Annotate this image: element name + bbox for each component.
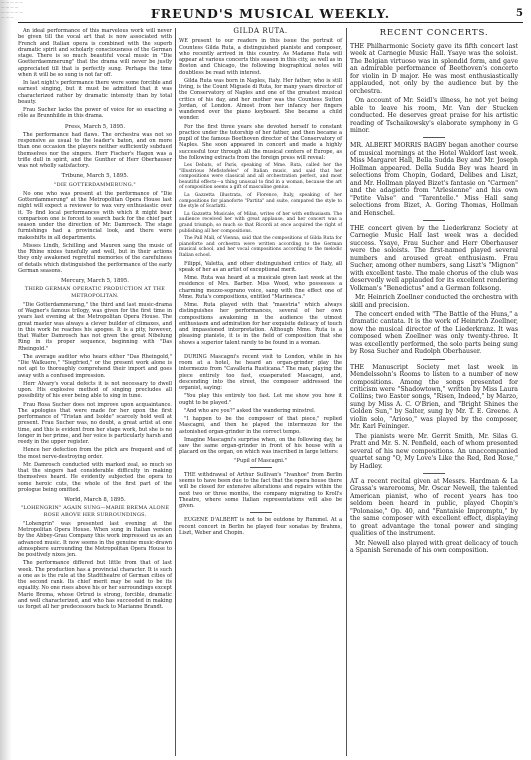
paragraph: Frau Rosa Sucher does not improve upon acquaintance. The apologies that were made for her upon the first performance of "Tristan and Isolde" scarcely hold well at present. Frau Sucher was, no doubt, a great artist at one time, and this is evident from her stage work, but she is no longer in her prime, and her voice is particularly harsh and reedy in the upper register.: [18, 401, 172, 445]
separator: [250, 349, 272, 350]
press-quote: The Pall Mall, of Vienna, said that the compositions of Gilda Ruta for pianoforte and orchestra were written according to the German musical school, and her vocal compositions according to the melodic Italian school.: [179, 236, 342, 258]
paragraph: THE Manuscript Society met last week in Mendelssohn's Rooms to listen to a number of new compositions. Among the songs presented for criticism were "Shadowtown," written by Miss Laura Collins; two Easter songs, "Risen, Indeed," by Marzo, sung by Miss A. C. O'Brien, and "Bright Shines the Golden Sun," by Salter, sung by Mr. T. E. Greene. A violin solo, "Arioso," was played by the composer, Mr. Karl Feininger.: [350, 363, 518, 431]
paragraph: Misses Lindh, Schilling and Mauren sang the music of the Rhine nixies tunefully and well, but in their actions they only awakened regretful memories of the carefulness of details which distinguished the performance of the early German seasons.: [18, 242, 172, 274]
paragraph: Hence her defection from the pitch are frequent and of the most nerve-destroying order.: [18, 447, 172, 460]
separator: [423, 137, 445, 138]
paragraph: Mr. Newell also played with great delicacy of touch a Spanish Serenade of his own composition.: [350, 539, 518, 555]
section-subheading: THIRD GERMAN OPERATIC PRODUCTION AT THE METROPOLITAN.: [24, 286, 166, 299]
article-title: GILDA RUTA.: [233, 27, 288, 35]
column-gilda-ruta: [179, 28, 342, 756]
paragraph: MR. ALBERT MORRIS BAGBY began another course of musical mornings at the Hotel Waldorf last week. Miss Margaret Hall, Bella Sudda Bey and Mr. Joseph Hollman appeared. Della Sudda Bey was heard in selections from Chopin, Godard, Delibes and Liszt, and Mr. Hollman played Bizet's fantasie on "Carmen" and the adagietto from "Arlesienne" and his own "Petite Valse" and "Tarentelle." Miss Hall sang selections from Bizet, A. Goring Thomas, Hollman and Henschel.: [350, 142, 518, 217]
paragraph: WE present to our readers in this issue the portrait of Countess Gilda Ruta, a distinguished pianiste and composer, who recently arrived in this country. As Madame Ruta will appear at various concerts this season in this city, as well as in Boston and Chicago, the following biographical notes will doubtless be read with interest.: [179, 38, 342, 76]
paragraph: Gilda Ruta was born in Naples, Italy. Her father, who is still living, is the Count Miguele di Ruta, for many years director of the Conservatory of Naples and one of the greatest musical critics of his day, and her mother was the Countess Sutton Jordan, of London. Almost from her infancy her fingers wandered over the piano keyboard. She became a child wonder.: [179, 77, 342, 122]
column-rule: [175, 28, 176, 756]
paragraph: Mme. Ruta played with that "maestria" which always distinguishes her performances, several of her own compositions awakening in the audience the utmost enthusiasm and admiration for her exquisite delicacy of touch and impassioned interpretation. Although Mme. Ruta is a pleasing pianiste, it is in the field of composition that she shows a superior talent rarely to be found in a woman.: [179, 302, 342, 346]
paragraph: Filippi, Valetta, and other distinguished critics of Italy, all speak of her as an artist of exceptional merit.: [179, 260, 342, 273]
paragraph: Mr. Damrosch conducted with marked zeal, so much so that the singers had considerable difficulty in making themselves heard. He evidently subjected the opera to some heroic cuts, the whole of the first part of the prologue being omitted.: [18, 461, 172, 493]
paragraph: "Die Gotterdammerung," the third and last music-drama of Wagner's famous trilogy, was given for the first time in years last evening at the Metropolitan Opera House. The great master was always a clever builder of climaxes, and in this work he reaches his apogee. It is a pity, however, that Walter Damrosch has not given the great Nibelung Ring in its proper sequence, beginning with "Das Rheingold.": [18, 301, 172, 352]
section-heading-mercury: Mercury, March 5, 1895.: [61, 278, 129, 284]
paragraph: "You play this entirely too fast. Let me show you how it ought to be played.": [179, 393, 342, 406]
facing-page-edge: — — — — — — — — — — — — — — — — —: [0, 0, 12, 760]
press-quote: La Gazzetta Illustrata, of Florence, Italy, speaking of her compositions for pianoforte "Partita" and suite, compared the style to the style of Scarlatti.: [179, 192, 342, 210]
separator: [423, 359, 445, 360]
paragraph: "Lohengrin" was presented last evening at the Metropolitan Opera House. When sung in Italian version by the Abbey-Grau Company this work impressed us as an advanced music. It now seems in the genuine music-drawn atmosphere surrounding the Metropolitan Opera House to be positively nixes jen.: [18, 520, 172, 558]
section-subheading: "LOHENGRIN" AGAIN SUNG—MARIE BREMA ALONE ROSE ABOVE HER SURROUNDINGS.: [20, 505, 170, 518]
paragraph: Mme. Ruta was heard at a musicale given last week at the residence of Mrs. Barber. Miss Wood, who possesses a charming mezzo-soprano voice, sang with fine effect one of Mme. Ruta's compositions, entitled "Marinesca.": [179, 275, 342, 300]
paragraph: "I happen to be the composer of that piece," replied Mascagni, and then he played the intermezzo for the astonished organ-grinder in the correct tempo.: [179, 416, 342, 435]
paragraph: In last night's performance there were some forcible and earnest singing, but it must be admitted that it was characterized rather by dramatic intensity than by total beauty.: [18, 80, 172, 105]
column-rule: [346, 28, 347, 756]
separator: [423, 220, 445, 221]
masthead: [18, 4, 523, 23]
paragraph: "Pupil of Mascagni.": [234, 457, 287, 464]
page-number: 5: [516, 7, 523, 19]
paragraph: The performance had flaws. The orchestra was not so responsive as usual to the leader's baton, and on more than one occasion the players neither sufficiently subdued themselves nor the singers. Herr Fischer's Hagen was a trifle dull in spirit, and the Gunther of Herr Oberhauser was not wholly satisfactory.: [18, 131, 172, 169]
article-title: RECENT CONCERTS.: [379, 28, 489, 38]
paragraph: An ideal performance of this marvelous work will never be given till the vocal art that is now associated with French and Italian opera is combined with the superb dramatic spirit and scholarly consciousness of the German stage. There is so much beautiful vocal music in "Die Goetterdaemmerung" that the drama will never be justly appreciated till that is perfectly sung. Perhaps the time when it will be so sung is not far off.: [18, 28, 172, 78]
paragraph: THE withdrawal of Arthur Sullivan's "Ivanhoe" from Berlin seems to have been due to the fact that the opera house there will be closed for extensive alterations and repairs within the next two or three months, the company migrating to Kroll's Theatre, where some Italian representations will also be given.: [179, 471, 342, 509]
press-quote: La Gazzetta Musicale, of Milan, writes of her with enthusiasm. The audience received her with great applause, and her concert was a grand triumph, so much so that Ricordi at once acquired the right of publishing all her compositions.: [179, 211, 342, 234]
paragraph: The pianists were Mr. Gerrit Smith, Mr. Silas G. Pratt and Mr. S. N. Penfield, each of whom presented several of his new compositions. An unaccompanied quartet sang "O, My Love's Like the Red, Red Rose," by Hadley.: [350, 432, 518, 470]
column-reviews: [18, 28, 172, 756]
publication-title: FREUND'S MUSICAL WEEKLY.: [150, 5, 391, 21]
paragraph: The concert ended with "The Battle of the Huns," a dramatic cantata. It is the work of Heinrich Zoellner, now the musical director of the Liederkranz. It was composed when Zoellner was only twenty-three. It was excellently performed, the solo parts being sung by Rosa Sucher and Rudolph Oberhauser.: [350, 310, 518, 356]
paragraph: AT a recent recital given at Messrs. Hardman & La Grassa's warerooms, Mr. Oscar Newell, the talented American pianist, who of recent years has too seldom been heard in public, played Chopin's "Polonaise," Op. 40, and "Fantaisie Impromptu," by the same composer with excellent effect, displaying to great advantage the tonal power and singing qualities of the instrument.: [350, 478, 518, 538]
paragraph: The performance differed but little from that of last week. The production has a provincial character. It is such a one as is the rule at the Stadttheatre of German cities of the second rank. Its chief merit may be said to be its equality. No one rises above his or her surroundings except Marie Brema, whose Ortrud is strong, forcible, dramatic and well characterized, and who has succeeded in making us forget all her predecessors back to Marianne Brandt.: [18, 560, 172, 610]
separator: [250, 512, 272, 513]
paragraph: THE Philharmonic Society gave its fifth concert last week at Carnegie Music Hall. Ysaye was the soloist. The Belgian virtuoso was in splendid form, and gave an admirable performance of Beethoven's concerto for violin in D major. He was most enthusiastically applauded, not only by the audience but by the orchestra.: [350, 43, 518, 95]
paragraph: "And who are you?" asked the wandering minstrel.: [184, 407, 316, 414]
section-heading-press: Press, March 5, 1895.: [64, 123, 126, 130]
paragraph: For the first three years she devoted herself to constant practice under the tutorship of her father, and then became a pupil of the famous Beethoven director of the Conservatory of Naples. She soon appeared in concert and made a highly successful tour through all the musical centers of Europe, as the following extracts from the foreign press will reveal:: [179, 123, 342, 161]
section-heading-world: World, March 8, 1895.: [64, 497, 126, 503]
paragraph: The average auditor who hears either "Das Rheingold," "Die Walkuere," "Siegfried," or the present work alone is not apt to thoroughly comprehend their import and goes away with a confused impression.: [18, 353, 172, 379]
separator: [423, 473, 445, 474]
press-quote: Les Debats, of Paris, speaking of Mme. Ruta, called her the "Illustrious Mefistofeles" of Italian music, and said that her compositions were classical and all orchestration perfect, and most beautiful effects—a thing unusual to find in a woman, because the art of composition seems a gift of masculine genius.: [179, 163, 342, 191]
paragraph: EUGENE D'ALBERT is not to be outdone by Rummel. At a recent concert in Berlin he played four sonatas by Brahms, Liszt, Weber and Chopin.: [179, 517, 342, 536]
paragraph: DURING Mascagni's recent visit to London, while in his room at a hotel, he heard an organ-grinder play the intermezzo from "Cavalleria Rusticana." The man, playing the piece entirely too fast, exasperated Mascagni, and, descending into the street, the composer addressed the organist, saying:: [179, 353, 342, 391]
paragraph: On account of Mr. Seidl's illness, he not yet being able to leave his room, Mr. Van der Stucken conducted. He deserves great praise for his artistic reading of Tschaikowsky's elaborate symphony in G minor.: [350, 97, 518, 134]
paragraph: Frau Sucher lacks the power of voice for so exacting a rôle as Brunnhilde in this drama.: [18, 107, 172, 120]
paragraph: Herr Alvary's vocal defects it is not necessary to dwell upon. His explosive method of singing precludes all possibility of his ever being able to sing in tune.: [18, 380, 172, 400]
paragraph: THE concert given by the Liederkranz Society at Carnegie Music Hall last week was a decided success. Ysaye, Frau Sucher and Herr Oberhauser were the soloists. The first-named played several numbers and aroused great enthusiasm. Frau Sucher, among other numbers, sang Liszt's "Mignon" with excellent taste. The male chorus of the club was deservedly well applauded for its excellent rendering Volkman's "Benedictus" and a German folksong.: [350, 224, 518, 292]
section-heading-tribune: Tribune, March 5, 1895.: [61, 173, 129, 180]
paragraph: Mr. Heinrich Zoellner conducted the orchestra with skill and precision.: [350, 294, 518, 309]
separator: [250, 467, 272, 468]
paragraph: No one who was present at the performance of "Die Gotterdammerung" at the Metropolitan Opera House last night will expect a reviewer to wax very enthusiastic over it. To find local performances with which it might bear comparison one is forced to search back for the chief part season under the direction of Mr. Damrosch. The stage furnishings had a provincial look, and there were makeshifts in all departments.: [18, 190, 172, 241]
paragraph: Imagine Mascagni's surprise when, on the following day, he saw the same organ-grinder in front of his house with a placard on the organ, on which was inscribed in large letters:: [179, 436, 342, 456]
column-recent-concerts: [350, 28, 518, 756]
section-subheading: "DIE GOTTERDAMMERUNG.": [54, 181, 136, 188]
